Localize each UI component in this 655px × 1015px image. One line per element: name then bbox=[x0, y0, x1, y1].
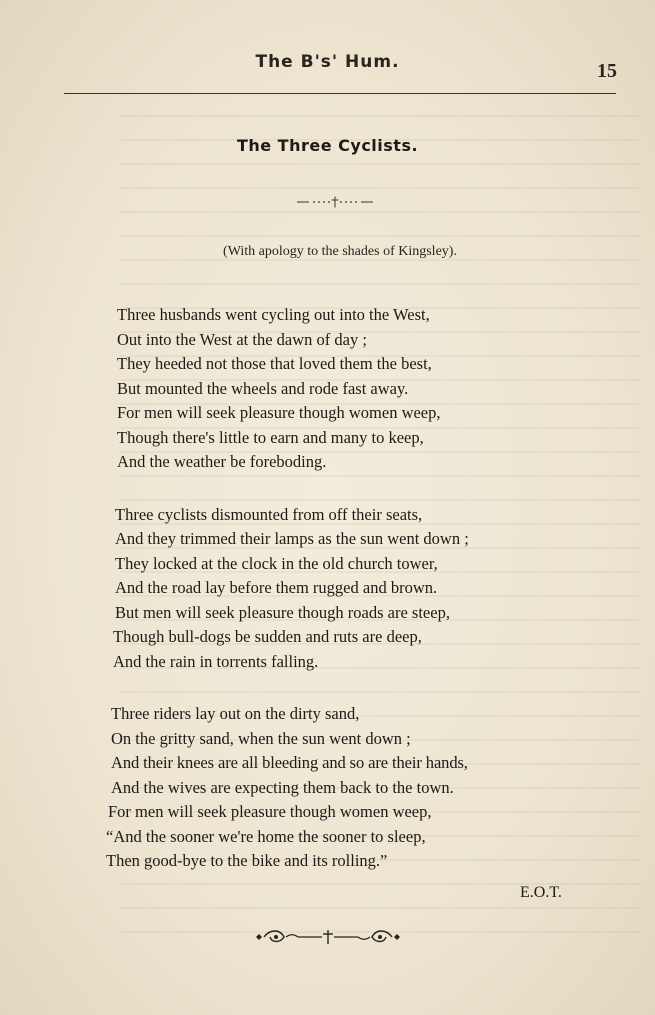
poem-line: They locked at the clock in the old church tower, bbox=[115, 553, 438, 573]
poem-line: And the weather be foreboding. bbox=[117, 452, 327, 471]
stanza-2 bbox=[0, 503, 655, 675]
running-title: The B's' Hum. bbox=[255, 52, 400, 72]
poem-line: On the gritty sand, when the sun went down ; bbox=[111, 728, 411, 748]
poem-line: And the rain in torrents falling. bbox=[113, 651, 319, 671]
poem-line: Three husbands went cycling out into the West, bbox=[117, 305, 430, 324]
poem-line: Out into the West at the dawn of day ; bbox=[117, 329, 367, 349]
poem-line: “And the sooner we're home the sooner to sleep, bbox=[106, 826, 426, 846]
poem-title: The Three Cyclists. bbox=[236, 136, 419, 155]
poem-line: But mounted the wheels and rode fast away. bbox=[117, 378, 409, 398]
poem-line: And they trimmed their lamps as the sun went down ; bbox=[115, 529, 469, 548]
poem-line: And the wives are expecting them back to the town. bbox=[111, 777, 454, 797]
author-signature: E.O.T. bbox=[520, 884, 562, 901]
page-number: 15 bbox=[597, 60, 617, 82]
scroll-tailpiece-icon bbox=[252, 929, 404, 945]
stanza-3 bbox=[0, 702, 655, 874]
poem-line: Though bull-dogs be sudden and ruts are deep, bbox=[113, 627, 422, 646]
poem-line: Three riders lay out on the dirty sand, bbox=[111, 704, 360, 723]
poem-line: For men will seek pleasure though women weep, bbox=[117, 403, 441, 422]
poem-line: Then good-bye to the bike and its rolling.” bbox=[106, 851, 388, 870]
poem-line: They heeded not those that loved them the best, bbox=[117, 354, 432, 373]
stanza-1 bbox=[0, 303, 655, 475]
poem-line: Three cyclists dismounted from off their seats, bbox=[115, 504, 423, 524]
poem-line: Though there's little to earn and many to keep, bbox=[117, 427, 424, 447]
dotted-dagger-icon bbox=[295, 196, 375, 208]
poem-subtitle: (With apology to the shades of Kingsley). bbox=[223, 244, 457, 259]
poem-body bbox=[0, 303, 655, 874]
poem-line: And the road lay before them rugged and brown. bbox=[115, 578, 438, 597]
poem-line: But men will seek pleasure though roads are steep, bbox=[115, 602, 450, 622]
poem-line: For men will seek pleasure though women weep, bbox=[108, 802, 432, 821]
poem-line: And their knees are all bleeding and so are their hands, bbox=[111, 753, 468, 772]
header-rule bbox=[64, 93, 616, 94]
